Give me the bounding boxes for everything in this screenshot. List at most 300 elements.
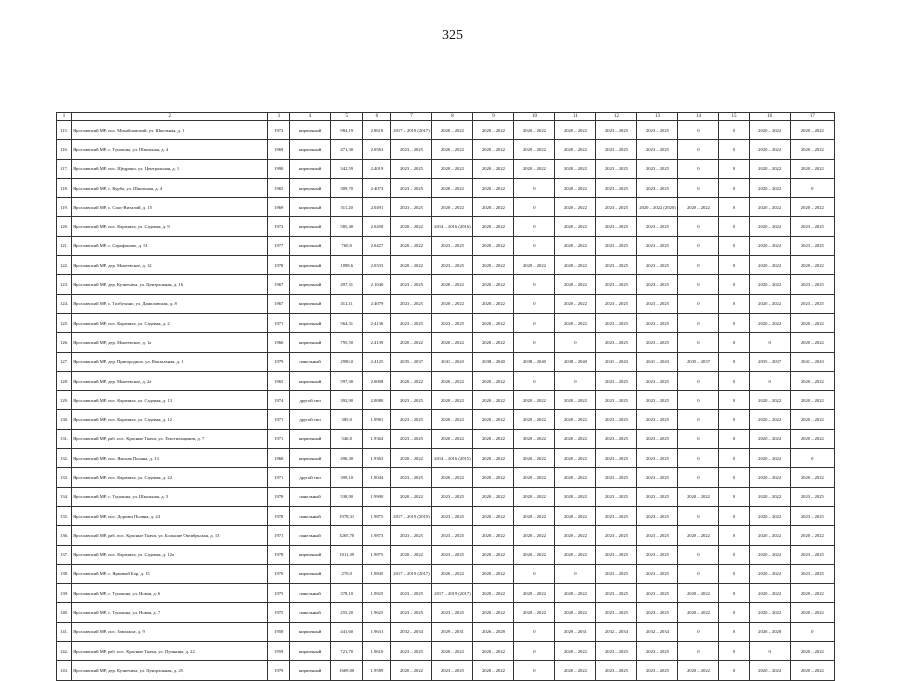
- table-cell: 0: [678, 159, 719, 178]
- table-cell: 2023 – 2025: [596, 159, 637, 178]
- table-cell: 2020 – 2022: [749, 313, 790, 332]
- table-cell: 2020 – 2022: [391, 256, 432, 275]
- table-cell: 2023 – 2025: [596, 371, 637, 390]
- table-cell: 0: [514, 661, 555, 680]
- table-cell: 2035 – 2037: [678, 352, 719, 371]
- table-cell: 2023 – 2025: [596, 275, 637, 294]
- table-cell: 2020 – 2022: [749, 564, 790, 583]
- address-cell: Ярославский МР, с. Сарафоново, д. 51: [72, 236, 268, 255]
- column-number: 13: [637, 113, 678, 121]
- table-cell: 0: [719, 564, 749, 583]
- row-number-cell: 119.: [57, 198, 72, 217]
- table-cell: 2020 – 2022: [432, 642, 473, 661]
- table-cell: 2020 – 2022: [473, 236, 514, 255]
- table-cell: 2020 – 2022: [473, 429, 514, 448]
- table-cell: 2014 – 2016 (2015): [432, 449, 473, 468]
- table-cell: 2020 – 2022: [473, 642, 514, 661]
- table-cell: 2023 – 2025: [637, 661, 678, 680]
- table-cell: 2029 – 2031: [432, 622, 473, 641]
- table-cell: 1978: [268, 487, 290, 506]
- table-cell: 2023 – 2025: [637, 294, 678, 313]
- table-cell: 0: [719, 256, 749, 275]
- table-cell: 2020 – 2022: [790, 526, 834, 545]
- table-cell: 2023 – 2025: [596, 140, 637, 159]
- table-cell: 2023 – 2025: [391, 410, 432, 429]
- table-cell: 2023 – 2025: [790, 236, 834, 255]
- table-cell: 1.9610: [363, 642, 391, 661]
- table-cell: 2023 – 2025: [432, 603, 473, 622]
- table-cell: 2023 – 2025: [790, 564, 834, 583]
- table-cell: кирпичный: [290, 313, 331, 332]
- table-cell: 2020 – 2022: [749, 449, 790, 468]
- table-cell: 2.0563: [363, 140, 391, 159]
- table-cell: 385,0: [331, 410, 363, 429]
- table-cell: 2020 – 2022: [473, 371, 514, 390]
- column-number: 1: [57, 113, 72, 121]
- column-number: 14: [678, 113, 719, 121]
- table-cell: 2023 – 2025: [391, 603, 432, 622]
- column-number: 4: [290, 113, 331, 121]
- table-row: [57, 294, 835, 313]
- table-cell: 1971: [268, 410, 290, 429]
- table-row: [57, 410, 835, 429]
- table-cell: 2023 – 2025: [596, 217, 637, 236]
- table-cell: 2020 – 2022: [432, 564, 473, 583]
- table-cell: 2020 – 2022: [473, 545, 514, 564]
- table-cell: 0: [514, 275, 555, 294]
- table-cell: 0: [678, 313, 719, 332]
- table-cell: 2020 – 2022: [391, 333, 432, 352]
- table-row: [57, 526, 835, 545]
- table-cell: 2020 – 2022: [514, 468, 555, 487]
- table-cell: 2020 – 2022: [790, 429, 834, 448]
- table-cell: 2020 – 2022: [678, 526, 719, 545]
- table-cell: 2020 – 2022: [749, 121, 790, 140]
- table-cell: 2023 – 2025: [432, 313, 473, 332]
- table-cell: 0: [719, 661, 749, 680]
- table-cell: 2020 – 2022: [473, 410, 514, 429]
- table-cell: 2026 – 2028: [473, 622, 514, 641]
- table-cell: кирпичный: [290, 294, 331, 313]
- table-cell: 2020 – 2022: [555, 275, 596, 294]
- table-cell: 2020 – 2022: [749, 140, 790, 159]
- table-cell: 2023 – 2025: [637, 121, 678, 140]
- table-cell: 2020 – 2022: [432, 275, 473, 294]
- table-cell: 2023 – 2025: [391, 275, 432, 294]
- table-cell: 0: [719, 140, 749, 159]
- address-cell: Ярославский МР, пос. Дорожн Поляна, д. 24: [72, 506, 268, 525]
- table-cell: 1971: [268, 526, 290, 545]
- table-cell: 2023 – 2025: [596, 429, 637, 448]
- row-number-cell: 126.: [57, 333, 72, 352]
- table-row: [57, 371, 835, 390]
- table-cell: 2020 – 2022: [514, 159, 555, 178]
- table-cell: 0: [719, 352, 749, 371]
- table-cell: 2020 – 2022: [749, 178, 790, 197]
- table-cell: 2020 – 2022: [749, 410, 790, 429]
- table-cell: 497,31: [331, 275, 363, 294]
- table-cell: 2020 – 2022: [473, 121, 514, 140]
- table-cell: 2023 – 2025: [596, 526, 637, 545]
- table-cell: 1958: [268, 622, 290, 641]
- table-row: [57, 333, 835, 352]
- table-cell: 0: [678, 140, 719, 159]
- table-cell: 2020 – 2022: [514, 429, 555, 448]
- row-number-cell: 128.: [57, 371, 72, 390]
- address-cell: Ярославский МР, пос. Карачиха, ул. Садовая, д. 2: [72, 313, 268, 332]
- table-cell: 2014 – 2016 (2016): [432, 217, 473, 236]
- table-cell: кирпичный: [290, 198, 331, 217]
- table-cell: 0: [678, 410, 719, 429]
- table-cell: 2023 – 2025: [637, 159, 678, 178]
- address-cell: Ярославский МР, дер. Кузнечиха, ул. Центральная, д. 16: [72, 275, 268, 294]
- table-cell: 2023 – 2025: [391, 198, 432, 217]
- table-cell: 1.9825: [363, 584, 391, 603]
- table-cell: 2020 – 2022: [391, 371, 432, 390]
- row-number-cell: 142.: [57, 642, 72, 661]
- table-cell: 2020 – 2022: [555, 140, 596, 159]
- table-cell: 2023 – 2025: [637, 236, 678, 255]
- table-cell: 1098,6: [331, 256, 363, 275]
- row-number-cell: 115.: [57, 121, 72, 140]
- table-cell: кирпичный: [290, 159, 331, 178]
- table-cell: 2020 – 2022: [473, 603, 514, 622]
- table-cell: 2023 – 2025: [637, 391, 678, 410]
- table-cell: 2020 – 2022: [749, 391, 790, 410]
- table-cell: 2020 – 2022: [790, 603, 834, 622]
- table-cell: 795,50: [331, 333, 363, 352]
- table-cell: 2038 – 2040: [514, 352, 555, 371]
- table-cell: 2020 – 2022: [790, 371, 834, 390]
- column-number: 5: [331, 113, 363, 121]
- table-cell: 2020 – 2022: [790, 256, 834, 275]
- table-cell: 2017 – 2019 (2017): [391, 564, 432, 583]
- table-cell: 2020 – 2022: [555, 178, 596, 197]
- table-cell: 2017 – 2019 (2017): [432, 584, 473, 603]
- table-cell: 1011,39: [331, 545, 363, 564]
- table-cell: 2020 – 2022: [678, 603, 719, 622]
- table-cell: 2020 – 2022: [790, 642, 834, 661]
- table-cell: 0: [514, 294, 555, 313]
- table-cell: 0: [719, 545, 749, 564]
- table-cell: 0: [749, 333, 790, 352]
- table-cell: 0: [678, 429, 719, 448]
- table-cell: 2020 – 2022: [473, 661, 514, 680]
- table-cell: 2023 – 2025: [596, 256, 637, 275]
- row-number-cell: 141.: [57, 622, 72, 641]
- table-row: [57, 140, 835, 159]
- row-number-cell: 138.: [57, 564, 72, 583]
- table-cell: 0: [719, 198, 749, 217]
- table-cell: кирпичный: [290, 661, 331, 680]
- row-number-cell: 118.: [57, 178, 72, 197]
- table-cell: 270,0: [331, 564, 363, 583]
- table-cell: кирпичный: [290, 429, 331, 448]
- table-cell: 2990,0: [331, 352, 363, 371]
- table-cell: 2023 – 2025: [432, 256, 473, 275]
- table-cell: 0: [514, 313, 555, 332]
- table-cell: 2020 – 2022: [790, 140, 834, 159]
- table-cell: 2.8618: [363, 121, 391, 140]
- table-cell: 2023 – 2025: [596, 449, 637, 468]
- table-cell: 2020 – 2022: [790, 333, 834, 352]
- table-cell: 309,70: [331, 178, 363, 197]
- table-cell: 1.9625: [363, 603, 391, 622]
- table-cell: 2020 – 2022: [749, 506, 790, 525]
- table-cell: 2023 – 2025: [391, 159, 432, 178]
- address-cell: Ярославский МР, дер. Пригородное, ул. Вокзальная, д. 1: [72, 352, 268, 371]
- table-cell: 2020 – 2022: [790, 584, 834, 603]
- table-cell: 2020 – 2022: [555, 198, 596, 217]
- table-cell: 0: [678, 468, 719, 487]
- table-row: [57, 564, 835, 583]
- table-cell: кирпичный: [290, 140, 331, 159]
- table-cell: 2023 – 2025: [637, 217, 678, 236]
- table-body: [57, 113, 835, 681]
- address-cell: Ярославский МР, дер. Кузнечиха, ул. Центральная, д. 25: [72, 661, 268, 680]
- table-cell: 564,31: [331, 313, 363, 332]
- table-cell: 0: [678, 256, 719, 275]
- table-cell: 496,30: [331, 449, 363, 468]
- table-cell: 2020 – 2022: [555, 256, 596, 275]
- table-cell: 2020 – 2022: [473, 217, 514, 236]
- table-cell: 2.4125: [363, 352, 391, 371]
- table-cell: 2.4073: [363, 178, 391, 197]
- table-cell: 2020 – 2022: [790, 313, 834, 332]
- table-cell: 2020 – 2022: [514, 256, 555, 275]
- table-cell: 0: [514, 198, 555, 217]
- table-cell: кирпичный: [290, 217, 331, 236]
- table-cell: 2020 – 2022: [514, 545, 555, 564]
- table-cell: 0: [514, 642, 555, 661]
- table-cell: 2023 – 2025: [432, 545, 473, 564]
- table-cell: 2023 – 2025: [596, 545, 637, 564]
- address-cell: Ярославский МР, дер. Мокеевское, д. 1а: [72, 333, 268, 352]
- table-row: [57, 487, 835, 506]
- table-cell: 2020 – 2022: [514, 391, 555, 410]
- column-number: 3: [268, 113, 290, 121]
- table-cell: 2032 – 2034: [391, 622, 432, 641]
- address-cell: Ярославский МР, с. Туношна, ул. Школьная, д. 4: [72, 140, 268, 159]
- table-cell: 2023 – 2025: [637, 642, 678, 661]
- table-cell: 0: [555, 333, 596, 352]
- table-cell: 2020 – 2022: [678, 487, 719, 506]
- table-cell: 2023 – 2025: [596, 236, 637, 255]
- table-cell: 1.9363: [363, 449, 391, 468]
- table-cell: 2023 – 2025: [637, 487, 678, 506]
- table-cell: 1978,31: [331, 506, 363, 525]
- row-number-cell: 120.: [57, 217, 72, 236]
- address-cell: Ярославский МР, пос. Карачиха, ул. Садовая, д. 13: [72, 391, 268, 410]
- table-cell: 2020 – 2022: [514, 449, 555, 468]
- row-number-cell: 135.: [57, 506, 72, 525]
- table-cell: 2023 – 2025: [637, 526, 678, 545]
- row-number-cell: 124.: [57, 294, 72, 313]
- table-cell: 2023 – 2025: [637, 468, 678, 487]
- table-cell: 0: [678, 371, 719, 390]
- column-number: 12: [596, 113, 637, 121]
- table-cell: 2023 – 2025: [596, 391, 637, 410]
- table-cell: 2020 – 2022: [555, 121, 596, 140]
- table-cell: 0: [678, 506, 719, 525]
- table-cell: 2020 – 2022: [432, 333, 473, 352]
- address-cell: Ярославский МР, пос. Карачиха, ул. Садовая, д. 12а: [72, 545, 268, 564]
- table-cell: 0: [719, 487, 749, 506]
- table-cell: 2020 – 2022: [473, 564, 514, 583]
- table-cell: 2023 – 2025: [790, 545, 834, 564]
- table-cell: 311,20: [331, 198, 363, 217]
- table-cell: панельный: [290, 526, 331, 545]
- table-cell: 1971: [268, 468, 290, 487]
- table-cell: 2023 – 2025: [391, 642, 432, 661]
- table-cell: 2020 – 2022: [678, 198, 719, 217]
- table-cell: 2038 – 2040: [473, 352, 514, 371]
- table-cell: 2.0080: [363, 391, 391, 410]
- table-cell: 392,90: [331, 391, 363, 410]
- table-cell: 2023 – 2025: [596, 642, 637, 661]
- address-cell: Ярославский МР, пос. Карачиха, ул. Садовая, д. 22: [72, 468, 268, 487]
- table-cell: 2023 – 2025: [596, 468, 637, 487]
- table-row: [57, 217, 835, 236]
- table-cell: 2023 – 2025: [637, 313, 678, 332]
- table-cell: 721,70: [331, 642, 363, 661]
- table-cell: 0: [719, 468, 749, 487]
- table-cell: 1969: [268, 198, 290, 217]
- table-cell: 1.9631: [363, 622, 391, 641]
- table-cell: 760,0: [331, 236, 363, 255]
- table-cell: 0: [719, 449, 749, 468]
- table-cell: 0: [555, 564, 596, 583]
- table-cell: 2020 – 2022: [391, 487, 432, 506]
- table-cell: 2.4079: [363, 294, 391, 313]
- table-cell: 2023 – 2025: [596, 198, 637, 217]
- table-row: [57, 603, 835, 622]
- column-number: 16: [749, 113, 790, 121]
- table-cell: 2020 – 2022: [432, 468, 473, 487]
- table-cell: 2023 – 2025: [391, 178, 432, 197]
- table-cell: 0: [719, 526, 749, 545]
- table-cell: 2020 – 2022: [391, 545, 432, 564]
- table-cell: 2023 – 2025: [596, 294, 637, 313]
- table-cell: 2020 – 2022: [555, 449, 596, 468]
- table-cell: 0: [790, 449, 834, 468]
- row-number-cell: 116.: [57, 140, 72, 159]
- row-number-cell: 129.: [57, 391, 72, 410]
- table-cell: 2023 – 2025: [596, 410, 637, 429]
- table-cell: 2023 – 2025: [432, 236, 473, 255]
- table-cell: 1969: [268, 140, 290, 159]
- table-cell: 2020 – 2022: [432, 429, 473, 448]
- table-cell: 2041 – 2043: [637, 352, 678, 371]
- row-number-cell: 130.: [57, 410, 72, 429]
- table-cell: 2020 – 2022: [749, 198, 790, 217]
- table-cell: 2020 – 2022: [749, 468, 790, 487]
- table-cell: 2020 – 2022: [555, 584, 596, 603]
- table-cell: 378,10: [331, 584, 363, 603]
- table-cell: 0: [678, 217, 719, 236]
- table-cell: 2041 – 2043: [790, 352, 834, 371]
- table-cell: 0: [678, 391, 719, 410]
- column-number: 11: [555, 113, 596, 121]
- table-cell: 2023 – 2025: [596, 313, 637, 332]
- table-cell: 2.0333: [363, 256, 391, 275]
- table-cell: 0: [514, 371, 555, 390]
- table-cell: 2.4139: [363, 333, 391, 352]
- table-cell: 0: [719, 410, 749, 429]
- table-cell: 2029 – 2031: [555, 622, 596, 641]
- table-cell: 2020 – 2022: [555, 391, 596, 410]
- table-cell: 0: [719, 217, 749, 236]
- table-row: [57, 236, 835, 255]
- row-number-cell: 140.: [57, 603, 72, 622]
- table-cell: 399,10: [331, 468, 363, 487]
- address-cell: Ярославский МР, раб. пос. Красные Ткачи, ул. Текстильщиков, д. 7: [72, 429, 268, 448]
- table-cell: 0: [719, 622, 749, 641]
- table-cell: 2020 – 2022: [555, 294, 596, 313]
- table-cell: 0: [719, 429, 749, 448]
- table-cell: 2020 – 2022: [391, 236, 432, 255]
- table-cell: 2020 – 2022: [678, 584, 719, 603]
- table-cell: 2020 – 2022: [749, 236, 790, 255]
- row-number-cell: 133.: [57, 468, 72, 487]
- table-cell: 2023 – 2025: [637, 603, 678, 622]
- table-cell: 2020 – 2022: [514, 121, 555, 140]
- table-cell: 2020 – 2022: [432, 140, 473, 159]
- table-cell: 1972: [268, 121, 290, 140]
- table-cell: 1.9873: [363, 526, 391, 545]
- housing-register-table: [56, 112, 835, 681]
- table-cell: 2.1040: [363, 275, 391, 294]
- table-cell: 2020 – 2022: [749, 275, 790, 294]
- table-cell: 2023 – 2025: [391, 140, 432, 159]
- table-cell: 0: [719, 333, 749, 352]
- address-cell: Ярославский МР, раб. пос. Красные Ткачи, ул. Пушкина, д. 22: [72, 642, 268, 661]
- table-cell: 2020 – 2022: [790, 198, 834, 217]
- table-cell: 412,11: [331, 294, 363, 313]
- table-row: [57, 313, 835, 332]
- table-cell: 1972: [268, 217, 290, 236]
- table-cell: 2020 – 2022: [473, 178, 514, 197]
- table-cell: 2020 – 2022: [514, 140, 555, 159]
- table-cell: 2023 – 2025: [391, 391, 432, 410]
- table-cell: 2.0008: [363, 371, 391, 390]
- table-cell: 1979: [268, 661, 290, 680]
- table-cell: кирпичный: [290, 236, 331, 255]
- table-cell: 2023 – 2025: [637, 140, 678, 159]
- table-cell: 2020 – 2022: [473, 526, 514, 545]
- table-cell: 2041 – 2043: [432, 352, 473, 371]
- table-row: [57, 121, 835, 140]
- table-cell: 1669,00: [331, 661, 363, 680]
- table-cell: 2020 – 2022: [555, 506, 596, 525]
- table-cell: 1967: [268, 294, 290, 313]
- row-number-cell: 121.: [57, 236, 72, 255]
- row-number-cell: 139.: [57, 584, 72, 603]
- table-cell: 2020 – 2022: [432, 391, 473, 410]
- table-cell: 0: [719, 121, 749, 140]
- table-cell: 2020 – 2022: [473, 198, 514, 217]
- table-cell: 1.9900: [363, 487, 391, 506]
- table-cell: 1971: [268, 313, 290, 332]
- table-cell: 2023 – 2025: [637, 564, 678, 583]
- table-cell: 2020 – 2022: [555, 217, 596, 236]
- table-cell: 2020 – 2022: [473, 449, 514, 468]
- row-number-cell: 137.: [57, 545, 72, 564]
- table-cell: 2023 – 2025: [391, 468, 432, 487]
- table-cell: 2023 – 2025: [391, 313, 432, 332]
- table-row: [57, 468, 835, 487]
- table-cell: 2023 – 2025: [432, 506, 473, 525]
